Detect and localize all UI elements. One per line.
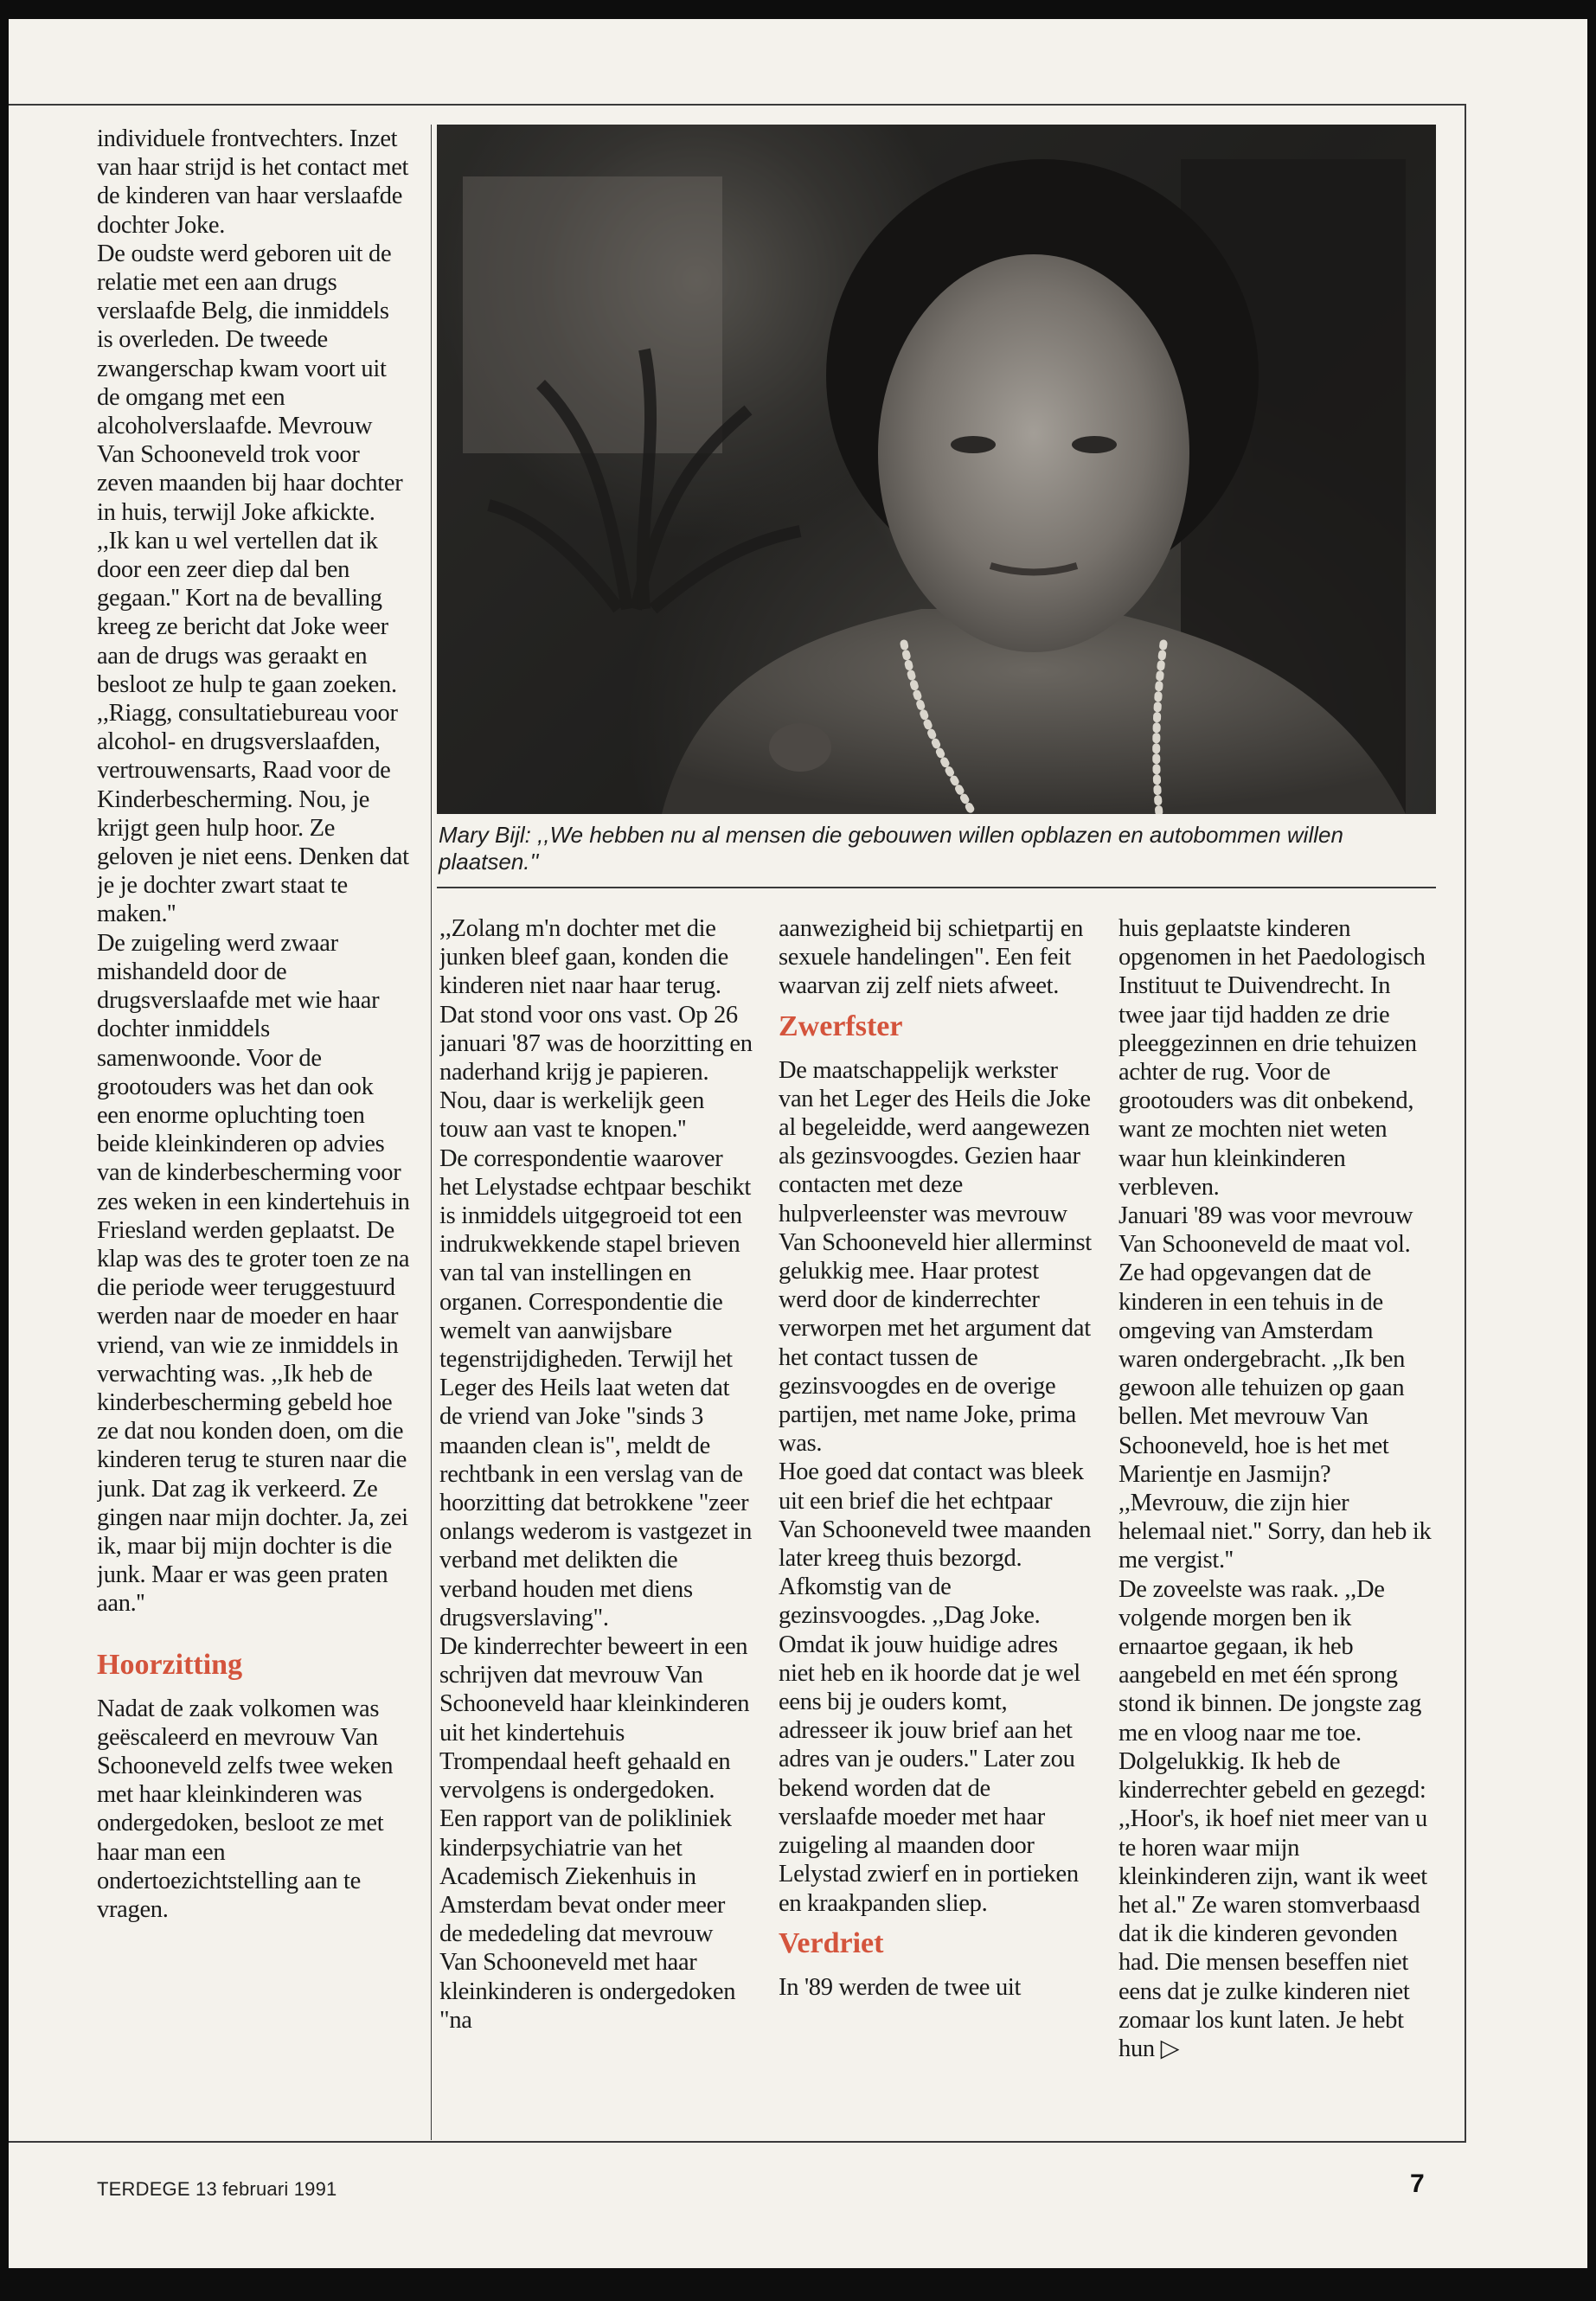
article-column-2 — [439, 914, 753, 2141]
col1-paragraph-3: De zuigeling werd zwaar mishandeld door de drugsverslaafde met wie haar dochter inmiddels samenwoonde. Voor de grootouders was het dan ook een enorme opluchting toen beide kleinkinderen op advies van de kinderbescherming voor zes weken in een kindertehuis in Friesland werden geplaatst. De klap was des te groter toen ze na die periode weer teruggestuurd werden naar de moeder en haar vriend, van wie ze inmiddels in verwachting was. ,,Ik heb de kinderbescherming gebeld hoe ze dat nou konden doen, om die kinderen terug te sturen naar die junk. Dat zag ik verkeerd. Ze gingen naar mijn dochter. Ja, zei ik, maar bij mijn dochter is die junk. Maar er was geen praten aan.'' — [97, 929, 410, 1618]
col3-paragraph-1: De maatschappelijk werkster van het Leger des Heils die Joke al begeleidde, werd aangewezen als gezinsvoogdes. Gezien haar contacten met deze hulpverleenster was mevrouw Van Schooneveld hier allerminst gelukkig mee. Haar protest werd door de kinderrechter verworpen met het argument dat het contact tussen de gezinsvoogdes en de overige partijen, met name Joke, prima was. — [779, 1056, 1092, 1458]
portrait-illustration — [437, 125, 1436, 814]
section-heading-zwerfster: Zwerfster — [779, 1009, 903, 1042]
col3-intro: aanwezigheid bij schietpartij en sexuele handelingen". Een feit waarvan zij zelf niets afweet. — [779, 915, 1084, 1000]
col4-paragraph-3: De zoveelste was raak. ,,De volgende morgen ben ik ernaartoe gegaan, ik heb aangebeld en met één sprong stond ik binnen. De jongste zag me en vloog naar me toe. Dolgelukkig. Ik heb de kinderrechter gebeld en gezegd: ,,Hoor's, ik hoef niet meer van u te horen waar mijn kleinkinderen zijn, want ik weet het al.'' Ze waren stomverbaasd dat ik die kinderen gevonden had. Die mensen beseffen niet eens dat je zulke kinderen niet zomaar los kunt laten. Je hebt hun ▷ — [1118, 1575, 1427, 2062]
col4-paragraph-1: huis geplaatste kinderen opgenomen in het Paedologisch Instituut te Duivendrecht. In twee jaar tijd hadden ze drie pleeggezinnen en drie tehuizen achter de rug. Voor de grootouders was dit onbekend, want ze mochten niet weten waar hun kleinkinderen verbleven. — [1118, 915, 1426, 1201]
bottom-rule — [9, 2141, 1466, 2143]
col2-paragraph-2: De correspondentie waarover het Lelystadse echtpaar beschikt is inmiddels uitgegroeid tot een indrukwekkende stapel brieven van tal van instellingen en organen. Correspondentie die wemelt van aanwijsbare tegenstrijdigheden. Terwijl het Leger des Heils laat weten dat de vriend van Joke "sinds 3 maanden clean is", meldt de rechtbank in een verslag van de hoorzitting dat betrokkene "zeer onlangs wederom is vastgezet in verband met delikten die verband houden met diens drugsverslaving". — [439, 1144, 753, 1631]
col1-paragraph-1: individuele frontvechters. Inzet van haar strijd is het contact met de kinderen van haar verslaafde dochter Joke. — [97, 125, 409, 239]
col3-paragraph-3: In '89 werden de twee uit — [779, 1973, 1022, 2001]
section-heading-hoorzitting: Hoorzitting — [97, 1648, 243, 1681]
col2-paragraph-3: De kinderrechter beweert in een schrijven dat mevrouw Van Schooneveld haar kleinkinderen uit het kindertehuis Trompendaal heeft gehaald en vervolgens is ondergedoken. Een rapport van de polikliniek kinderpsychiatrie van het Academisch Ziekenhuis in Amsterdam bevat onder meer de mededeling dat mevrouw Van Schooneveld met haar kleinkinderen is ondergedoken "na — [439, 1633, 750, 2034]
col1-paragraph-4: Nadat de zaak volkomen was geëscaleerd en mevrouw Van Schooneveld zelfs twee weken met haar kleinkinderen was ondergedoken, besloot ze met haar man een ondertoezichtstelling aan te vragen. — [97, 1695, 394, 1923]
col3-paragraph-2: Hoe goed dat contact was bleek uit een brief die het echtpaar Van Schooneveld twee maanden later kreeg thuis bezorgd. Afkomstig van de gezinsvoogdes. ,,Dag Joke. Omdat ik jouw huidige adres niet heb en ik hoorde dat je wel eens bij je ouders komt, adresseer ik jouw brief aan het adres van je ouders.'' Later zou bekend worden dat de verslaafde moeder met haar zuigeling al maanden door Lelystad zwierf en in portieken en kraakpanden sliep. — [779, 1458, 1092, 1917]
section-heading-verdriet: Verdriet — [779, 1926, 884, 1959]
top-rule — [9, 104, 1466, 106]
right-vertical-rule — [1465, 104, 1466, 2141]
photo-caption: Mary Bijl: ,,We hebben nu al mensen die gebouwen willen opblazen en autobommen willen plaatsen.'' — [439, 822, 1343, 875]
magazine-page — [9, 19, 1587, 2268]
article-column-1 — [97, 125, 410, 2140]
portrait-photo — [437, 125, 1436, 814]
publication-footer: TERDEGE 13 februari 1991 — [97, 2178, 337, 2200]
page-top-margin — [9, 19, 1587, 104]
article-column-3 — [779, 914, 1092, 2141]
article-column-4 — [1118, 914, 1432, 2141]
col1-paragraph-2: De oudste werd geboren uit de relatie met een aan drugs verslaafde Belg, die inmiddels is overleden. De tweede zwangerschap kwam voort uit de omgang met een alcoholverslaafde. Mevrouw Van Schooneveld trok voor zeven maanden bij haar dochter in huis, terwijl Joke afkickte. ,,Ik kan u wel vertellen dat ik door een zeer diep dal ben gegaan.'' Kort na de bevalling kreeg ze bericht dat Joke weer aan de drugs was geraakt en besloot ze hulp te gaan zoeken. ,,Riagg, consultatiebureau voor alcohol- en drugsverslaafden, vertrouwensarts, Raad voor de Kinderbescherming. Nou, je krijgt geen hulp hoor. Ze geloven je niet eens. Denken dat je je dochter zwart staat te maken.'' — [97, 240, 409, 928]
col4-paragraph-2: Januari '89 was voor mevrouw Van Schooneveld de maat vol. Ze had opgevangen dat de kinderen in een tehuis in de omgeving van Amsterdam waren ondergebracht. ,,Ik ben gewoon alle tehuizen op gaan bellen. Met mevrouw Van Schooneveld, hoe is het met Marientje en Jasmijn? ,,Mevrouw, die zijn hier helemaal niet.'' Sorry, dan heb ik me vergist.'' — [1118, 1202, 1432, 1574]
page-number: 7 — [1410, 2170, 1425, 2198]
col2-paragraph-1: ,,Zolang m'n dochter met die junken bleef gaan, konden die kinderen niet naar haar terug. Dat stond voor ons vast. Op 26 januari '87 was de hoorzitting en naderhand krijg je papieren. Nou, daar is werkelijk geen touw aan vast te knopen.'' — [439, 915, 753, 1144]
caption-rule — [437, 887, 1436, 888]
left-column-divider — [431, 125, 432, 2140]
